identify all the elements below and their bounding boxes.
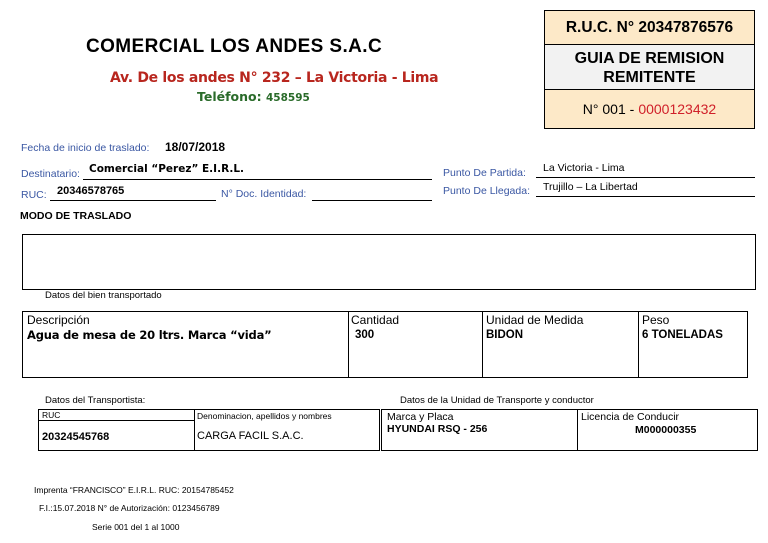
company-name: COMERCIAL LOS ANDES S.A.C	[86, 36, 383, 57]
unidad-placa-value: HYUNDAI RSQ - 256	[387, 423, 488, 435]
transportista-table	[38, 409, 380, 451]
bien-section-label: Datos del bien transportado	[45, 290, 162, 301]
bien-divider-3	[638, 312, 639, 377]
company-phone	[197, 89, 310, 104]
transportista-divider	[194, 410, 195, 450]
phone-label: Teléfono:	[197, 89, 262, 104]
document-number	[545, 90, 754, 127]
bien-header-peso: Peso	[642, 313, 670, 327]
unidad-table	[381, 409, 758, 451]
unidad-section-label: Datos de la Unidad de Transporte y conductor	[400, 395, 594, 406]
doc-identidad-label: N° Doc. Identidad:	[221, 188, 307, 200]
transportista-name-header: Denominacion, apellidos y nombres	[197, 411, 332, 421]
bien-divider-1	[348, 312, 349, 377]
modo-traslado-label: MODO DE TRASLADO	[20, 210, 132, 222]
company-address: Av. De los andes N° 232 – La Victoria - Lima	[110, 70, 439, 86]
destinatario-value: Comercial “Perez” E.I.R.L.	[89, 163, 245, 175]
bien-descripcion-value: Agua de mesa de 20 ltrs. Marca “vida”	[27, 328, 272, 342]
unidad-licencia-header: Licencia de Conducir	[581, 411, 680, 423]
document-title-line2: REMITENTE	[603, 69, 696, 86]
llegada-field	[536, 180, 755, 197]
ruc-field	[50, 184, 216, 201]
document-number-value: 0000123432	[638, 100, 717, 117]
bien-table	[22, 311, 748, 378]
transportista-ruc-header: RUC	[42, 410, 61, 420]
transportista-ruc-header-rule	[39, 420, 194, 421]
document-title	[545, 45, 754, 90]
fecha-label: Fecha de inicio de traslado:	[21, 142, 150, 154]
ruc-number: R.U.C. N° 20347876576	[545, 11, 754, 45]
unidad-divider	[577, 410, 578, 450]
bien-header-unidad: Unidad de Medida	[486, 313, 584, 327]
destinatario-label: Destinatario:	[21, 168, 80, 180]
llegada-value: Trujillo – La Libertad	[543, 181, 638, 193]
document-title-line1: GUIA DE REMISION	[574, 50, 725, 67]
fecha-value: 18/07/2018	[165, 140, 226, 154]
doc-identidad-field	[312, 184, 432, 201]
partida-value: La Victoria - Lima	[543, 162, 625, 174]
ruc-label: RUC:	[21, 189, 47, 201]
document-number-prefix: N° 001 -	[582, 100, 635, 117]
footer-serie: Serie 001 del 1 al 1000	[92, 522, 180, 532]
bien-unidad-value: BIDON	[486, 329, 524, 341]
modo-traslado-box	[22, 234, 756, 290]
phone-number: 458595	[265, 92, 310, 104]
footer-imprenta: Imprenta “FRANCISCO” E.I.R.L. RUC: 20154785452	[34, 485, 234, 495]
bien-cantidad-value: 300	[355, 329, 375, 341]
bien-header-cantidad: Cantidad	[351, 313, 400, 327]
footer-autorizacion: F.I.:15.07.2018 N° de Autorización: 0123456789	[39, 503, 220, 513]
bien-header-descripcion: Descripción	[27, 313, 90, 327]
partida-field	[536, 162, 755, 178]
destinatario-ruc-value: 20346578765	[57, 185, 125, 197]
llegada-label: Punto De Llegada:	[443, 185, 530, 197]
bien-divider-2	[482, 312, 483, 377]
unidad-licencia-value: M000000355	[635, 424, 697, 436]
ruc-box	[544, 10, 755, 129]
transportista-section-label: Datos del Transportista:	[45, 395, 146, 406]
destinatario-field	[83, 163, 432, 180]
unidad-placa-header: Marca y Placa	[387, 411, 454, 423]
transportista-ruc-value: 20324545768	[42, 431, 110, 443]
partida-label: Punto De Partida:	[443, 167, 526, 179]
bien-peso-value: 6 TONELADAS	[642, 329, 723, 341]
transportista-name-value: CARGA FACIL S.A.C.	[197, 430, 304, 442]
